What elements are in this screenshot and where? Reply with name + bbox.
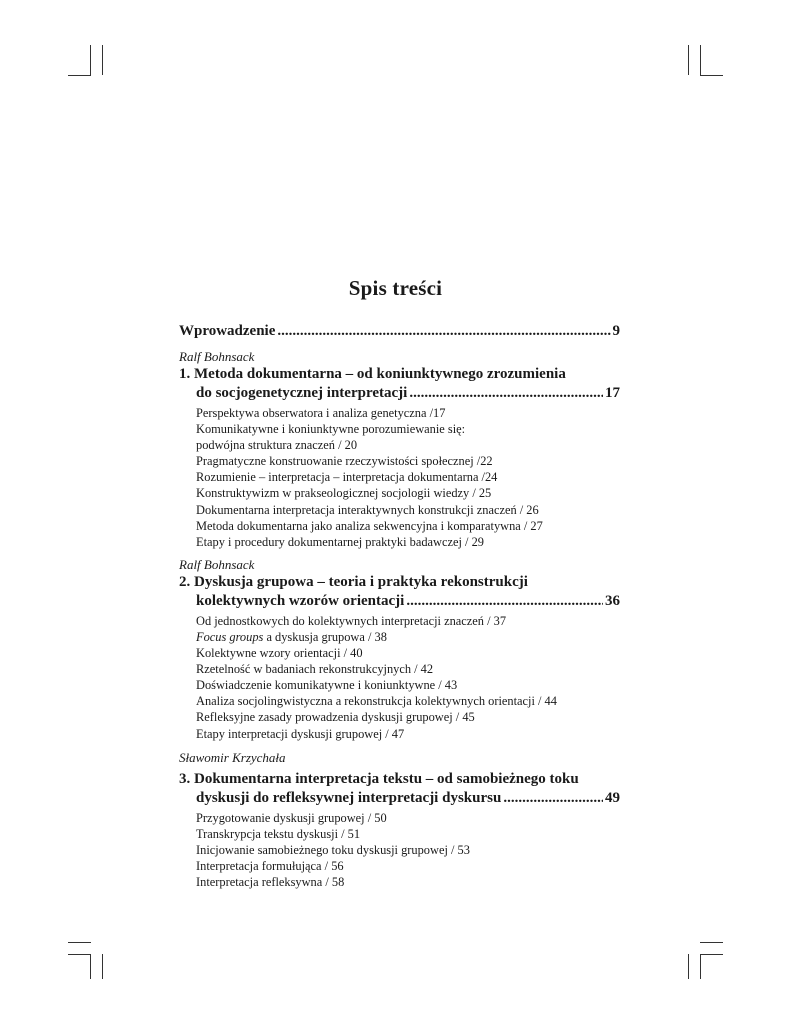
subsection-item[interactable]: Rzetelność w badaniach rekonstrukcyjnych / 42 [196, 662, 434, 677]
subsection-item[interactable]: Etapy i procedury dokumentarnej praktyki badawczej / 29 [196, 534, 484, 549]
subsection-item[interactable]: Metoda dokumentarna jako analiza sekwencyjna i komparatywna / 27 [196, 518, 543, 533]
toc-chapter-3[interactable] [179, 770, 620, 808]
chapter-author: Ralf Bohnsack [179, 349, 255, 364]
toc-page-number: 9 [612, 323, 620, 339]
subsection-list [179, 613, 620, 742]
chapter-title-line2: dyskusji do refleksywnej interpretacji dyskursu [196, 789, 502, 806]
chapter-author: Sławomir Krzychała [179, 749, 286, 765]
toc-page-number: 17 [605, 385, 620, 401]
toc-chapter-1[interactable] [179, 365, 620, 403]
subsection-item[interactable]: Inicjowanie samobieżnego toku dyskusji grupowej / 53 [196, 842, 470, 857]
subsection-list [179, 810, 620, 890]
subsection-item[interactable]: Przygotowanie dyskusji grupowej / 50 [196, 810, 387, 825]
page-title: Spis treści [348, 276, 443, 300]
subsection-item[interactable]: Doświadczenie komunikatywne i koniunktywne / 43 [196, 678, 458, 693]
subsection-item[interactable]: Interpretacja formułująca / 56 [196, 858, 344, 873]
leader-dots [503, 789, 603, 808]
subsection-list [179, 405, 620, 550]
focus-groups-emphasis: Focus groups [196, 629, 264, 644]
chapter-title-line2: kolektywnych wzorów orientacji [196, 592, 405, 609]
subsection-item[interactable]: Transkrypcja tekstu dyskusji / 51 [196, 826, 361, 841]
toc-entry-label: Wprowadzenie [179, 323, 276, 339]
subsection-item[interactable]: Focus groups a dyskusja grupowa / 38 [196, 629, 387, 644]
subsection-item[interactable]: Analiza socjolingwistyczna a rekonstrukcja kolektywnych orientacji / 44 [196, 694, 557, 709]
subsection-item[interactable]: Etapy interpretacji dyskusji grupowej / 47 [196, 726, 405, 741]
chapter-title-line1: 2. Dyskusja grupowa – teoria i praktyka rekonstrukcji [179, 573, 528, 590]
toc-page-number: 36 [605, 592, 620, 609]
chapter-title-line2: do socjogenetycznej interpretacji [196, 385, 408, 401]
subsection-item[interactable]: Rozumienie – interpretacja – interpretacja dokumentarna /24 [196, 470, 498, 485]
subsection-item[interactable]: Konstruktywizm w prakseologicznej socjologii wiedzy / 25 [196, 486, 492, 501]
subsection-item[interactable]: Od jednostkowych do kolektywnych interpretacji znaczeń / 37 [196, 613, 507, 628]
subsection-item[interactable]: Interpretacja refleksywna / 58 [196, 874, 345, 889]
subsection-item[interactable]: Refleksyjne zasady prowadzenia dyskusji grupowej / 45 [196, 710, 475, 725]
toc-page-number: 49 [605, 789, 620, 806]
toc-entry-intro[interactable] [179, 322, 620, 341]
subsection-item[interactable]: podwójna struktura znaczeń / 20 [196, 438, 358, 453]
subsection-item[interactable]: Perspektywa obserwatora i analiza genetyczna /17 [196, 406, 446, 420]
subsection-item[interactable]: Komunikatywne i koniunktywne porozumiewanie się: [196, 422, 466, 437]
leader-dots [409, 384, 603, 403]
chapter-title-line1: 3. Dokumentarna interpretacja tekstu – od samobieżnego toku [179, 770, 579, 787]
leader-dots [277, 322, 610, 341]
table-of-contents [179, 322, 620, 890]
subsection-item[interactable]: Pragmatyczne konstruowanie rzeczywistości społecznej /22 [196, 454, 493, 469]
subsection-item[interactable]: Dokumentarna interpretacja interaktywnych konstrukcji znaczeń / 26 [196, 502, 539, 517]
toc-chapter-2[interactable] [179, 573, 620, 611]
leader-dots [406, 592, 603, 611]
chapter-author: Ralf Bohnsack [179, 556, 255, 572]
subsection-item[interactable]: Kolektywne wzory orientacji / 40 [196, 646, 363, 661]
chapter-title-line1: 1. Metoda dokumentarna – od koniunktywnego zrozumienia [179, 366, 566, 382]
